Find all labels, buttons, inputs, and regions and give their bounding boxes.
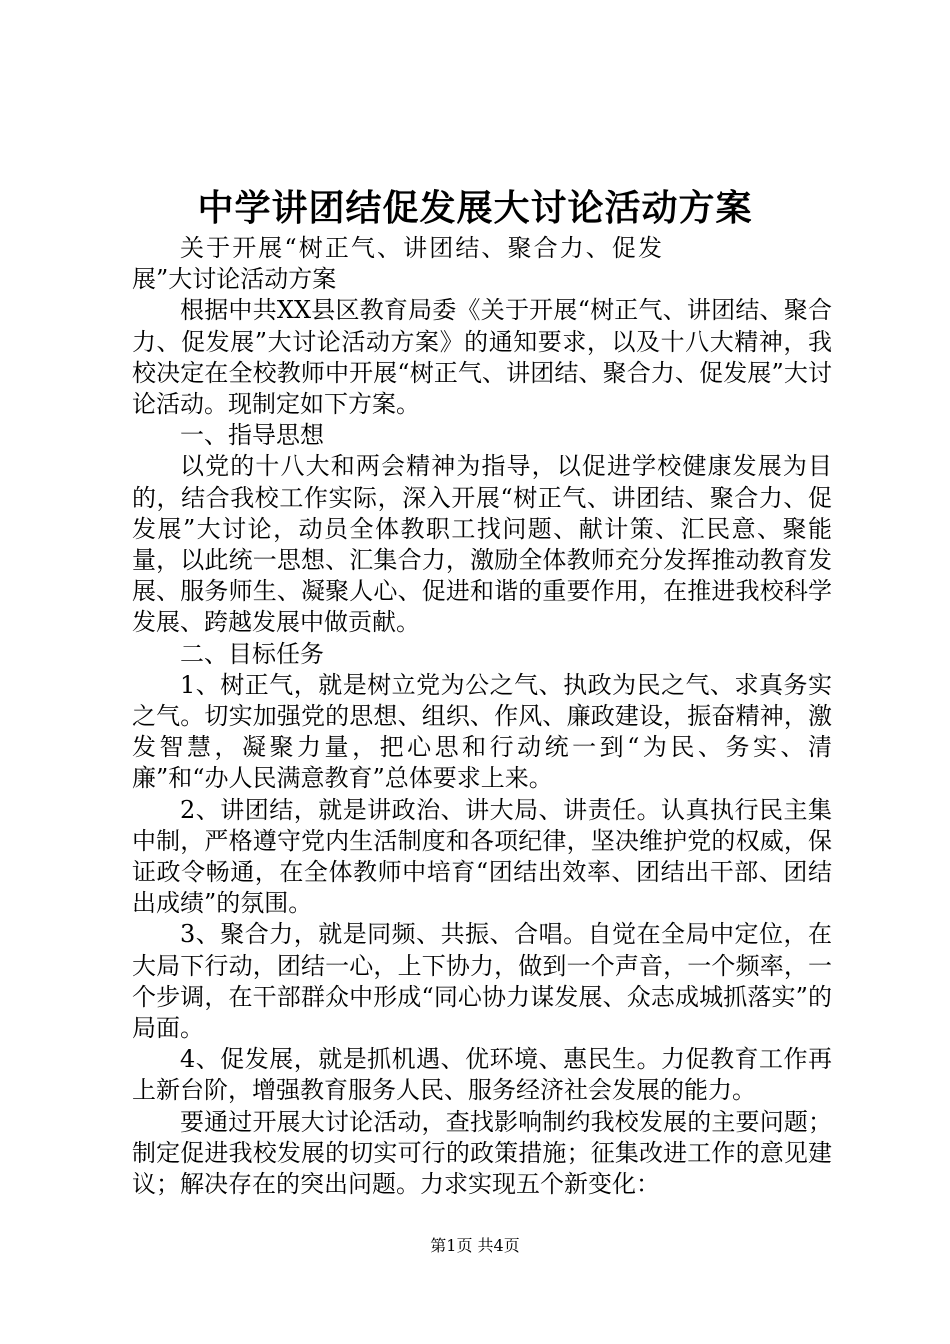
paragraph-subtitle: 关于开展“树正气、讲团结、聚合力、促发展”大讨论活动方案 [132, 234, 662, 294]
paragraph-goal-3: 3、聚合力，就是同频、共振、合唱。自觉在全局中定位，在大局下行动，团结一心，上下协力，做到一个声音，一个频率，一个步调，在干部群众中形成“同心协力谋发展、众志成城抓落实”的局面。 [132, 920, 832, 1043]
paragraph-goal-4: 4、促发展，就是抓机遇、优环境、惠民生。力促教育工作再上新台阶，增强教育服务人民、服务经济社会发展的能力。 [132, 1045, 832, 1105]
document-title: 中学讲团结促发展大讨论活动方案 [197, 187, 753, 229]
page-number-footer: 第1页 共4页 [430, 1236, 520, 1255]
paragraph-objectives: 要通过开展大讨论活动，查找影响制约我校发展的主要问题；制定促进我校发展的切实可行的政策措施；征集改进工作的意见建议；解决存在的突出问题。力求实现五个新变化： [132, 1107, 832, 1199]
paragraph-intro: 根据中共XX县区教育局委《关于开展“树正气、讲团结、聚合力、促发展”大讨论活动方案》的通知要求，以及十八大精神，我校决定在全校教师中开展“树正气、讲团结、聚合力、促发展”大讨论活动。现制定如下方案。 [132, 296, 832, 419]
section-heading-goals: 二、目标任务 [180, 639, 324, 668]
paragraph-goal-2: 2、讲团结，就是讲政治、讲大局、讲责任。认真执行民主集中制，严格遵守党内生活制度和各项纪律，坚决维护党的权威，保证政令畅通，在全体教师中培育“团结出效率、团结出干部、团结出成绩”的氛围。 [132, 795, 832, 918]
paragraph-guiding-thought: 以党的十八大和两会精神为指导，以促进学校健康发展为目的，结合我校工作实际，深入开展“树正气、讲团结、聚合力、促发展”大讨论，动员全体教职工找问题、献计策、汇民意、聚能量，以此统一思想、汇集合力，激励全体教师充分发挥推动教育发展、服务师生、凝聚人心、促进和谐的重要作用，在推进我校科学发展、跨越发展中做贡献。 [132, 452, 832, 637]
section-heading-guiding-thought: 一、指导思想 [180, 421, 324, 450]
document-body [132, 233, 832, 1200]
paragraph-goal-1: 1、树正气，就是树立党为公之气、执政为民之气、求真务实之气。切实加强党的思想、组织、作风、廉政建设，振奋精神，激发智慧，凝聚力量，把心思和行动统一到“为民、务实、清廉”和“办人民满意教育”总体要求上来。 [132, 670, 832, 793]
